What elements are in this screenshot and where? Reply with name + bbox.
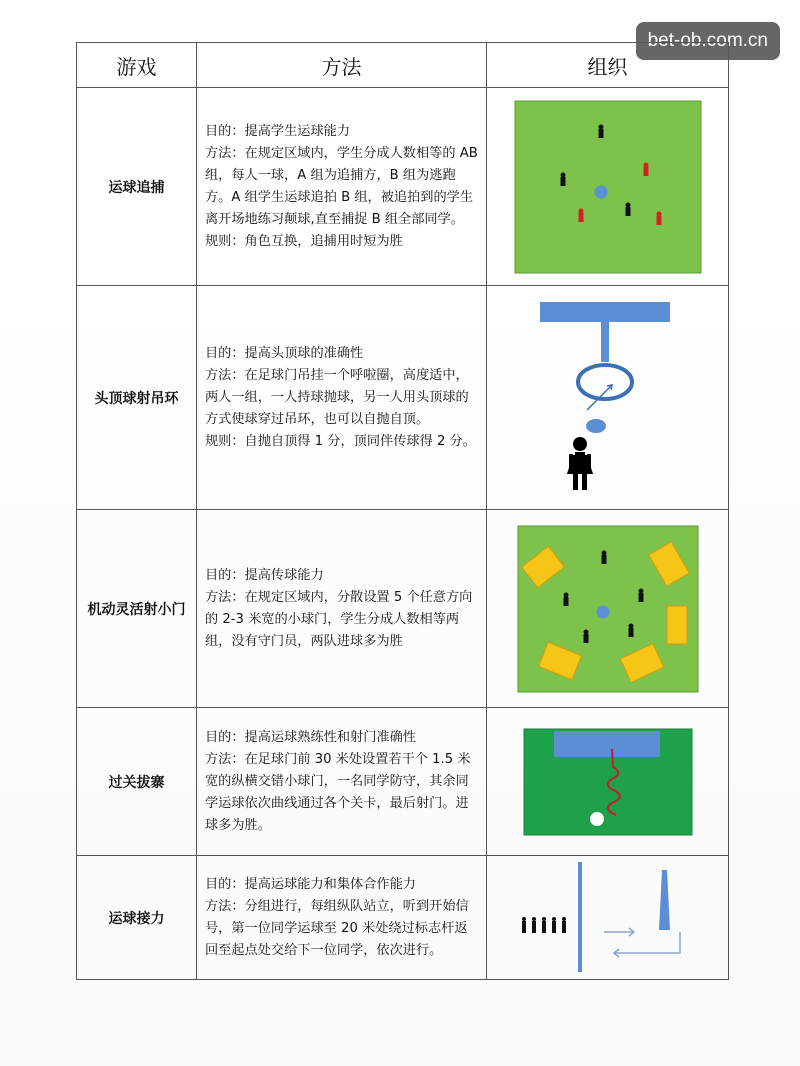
method-cell (197, 286, 487, 510)
marker-pole-icon (659, 870, 670, 930)
method-line: 规则：角色互换，追捕用时短为胜 (205, 233, 403, 249)
method-cell (197, 856, 487, 980)
org-cell (487, 510, 729, 708)
hanging-rod (601, 322, 609, 362)
table-row (77, 88, 729, 286)
small-goals-field-diagram (516, 524, 700, 694)
ball-icon (590, 812, 604, 826)
table-row (77, 856, 729, 980)
org-cell (487, 88, 729, 286)
return-arrow (614, 932, 680, 953)
method-cell (197, 88, 487, 286)
method-line: 方法：在足球门吊挂一个呼啦圈，高度适中，两人一组，一人持球抛球，另一人用头顶球的方式使球穿过吊环，也可以自抛自顶。 (205, 367, 469, 427)
field (515, 101, 701, 273)
game-name: 过关拔寨 (77, 708, 197, 856)
table-row (77, 286, 729, 510)
method-line: 规则：自抛自顶得 1 分，顶同伴传球得 2 分。 (205, 433, 476, 449)
header-hoop-diagram (513, 298, 703, 498)
method-line: 目的：提高运球熟练性和射门准确性 (205, 729, 416, 745)
org-cell (487, 856, 729, 980)
relay-course-diagram (510, 860, 706, 976)
player-line-icons (522, 917, 566, 933)
hoop-icon (578, 365, 632, 399)
person-icon (567, 437, 593, 490)
ball-icon (596, 605, 609, 618)
ball-icon (586, 419, 606, 433)
watermark-badge: bet-ob.com.cn (636, 22, 780, 60)
goal-box (554, 731, 660, 757)
game-name: 头顶球射吊环 (77, 286, 197, 510)
start-line (578, 862, 582, 972)
method-cell (197, 708, 487, 856)
method-line: 目的：提高传球能力 (205, 567, 324, 583)
header-method: 方法 (197, 43, 487, 88)
dribble-chase-field-diagram (513, 99, 703, 275)
game-name: 机动灵活射小门 (77, 510, 197, 708)
table-header-row (77, 43, 729, 88)
method-line: 目的：提高运球能力和集体合作能力 (205, 876, 416, 892)
method-line: 目的：提高头顶球的准确性 (205, 345, 364, 361)
method-line: 方法：在规定区域内，学生分成人数相等的 AB 组，每人一球，A 组为追捕方，B 组为逃跑方。A 组学生运球追拍 B 组，被追拍到的学生离开场地练习颠球,直至捕捉 B 组全部同学。 (205, 145, 478, 227)
method-line: 方法：在规定区域内，分散设置 5 个任意方向的 2-3 米宽的小球门，学生分成人数相等两组，没有守门员，两队进球多为胜 (205, 589, 473, 649)
method-line: 方法：在足球门前 30 米处设置若干个 1.5 米宽的纵横交错小球门，一名同学防守，其余同学运球依次曲线通过各个关卡，最后射门。进球多为胜。 (205, 751, 471, 833)
method-cell (197, 510, 487, 708)
org-cell (487, 708, 729, 856)
header-org: 组织 (487, 43, 729, 88)
header-game: 游戏 (77, 43, 197, 88)
method-line: 方法：分组进行，每组纵队站立，听到开始信号，第一位同学运球至 20 米处绕过标志杆返回至起点处交给下一位同学，依次进行。 (205, 898, 469, 958)
table-row (77, 510, 729, 708)
game-name: 运球接力 (77, 856, 197, 980)
pass-checkpoints-diagram (522, 727, 694, 837)
game-name: 运球追捕 (77, 88, 197, 286)
method-line: 目的：提高学生运球能力 (205, 123, 351, 139)
ball-icon (594, 185, 607, 198)
table-row (77, 708, 729, 856)
crossbar (540, 302, 670, 322)
org-cell (487, 286, 729, 510)
games-table (76, 42, 729, 980)
